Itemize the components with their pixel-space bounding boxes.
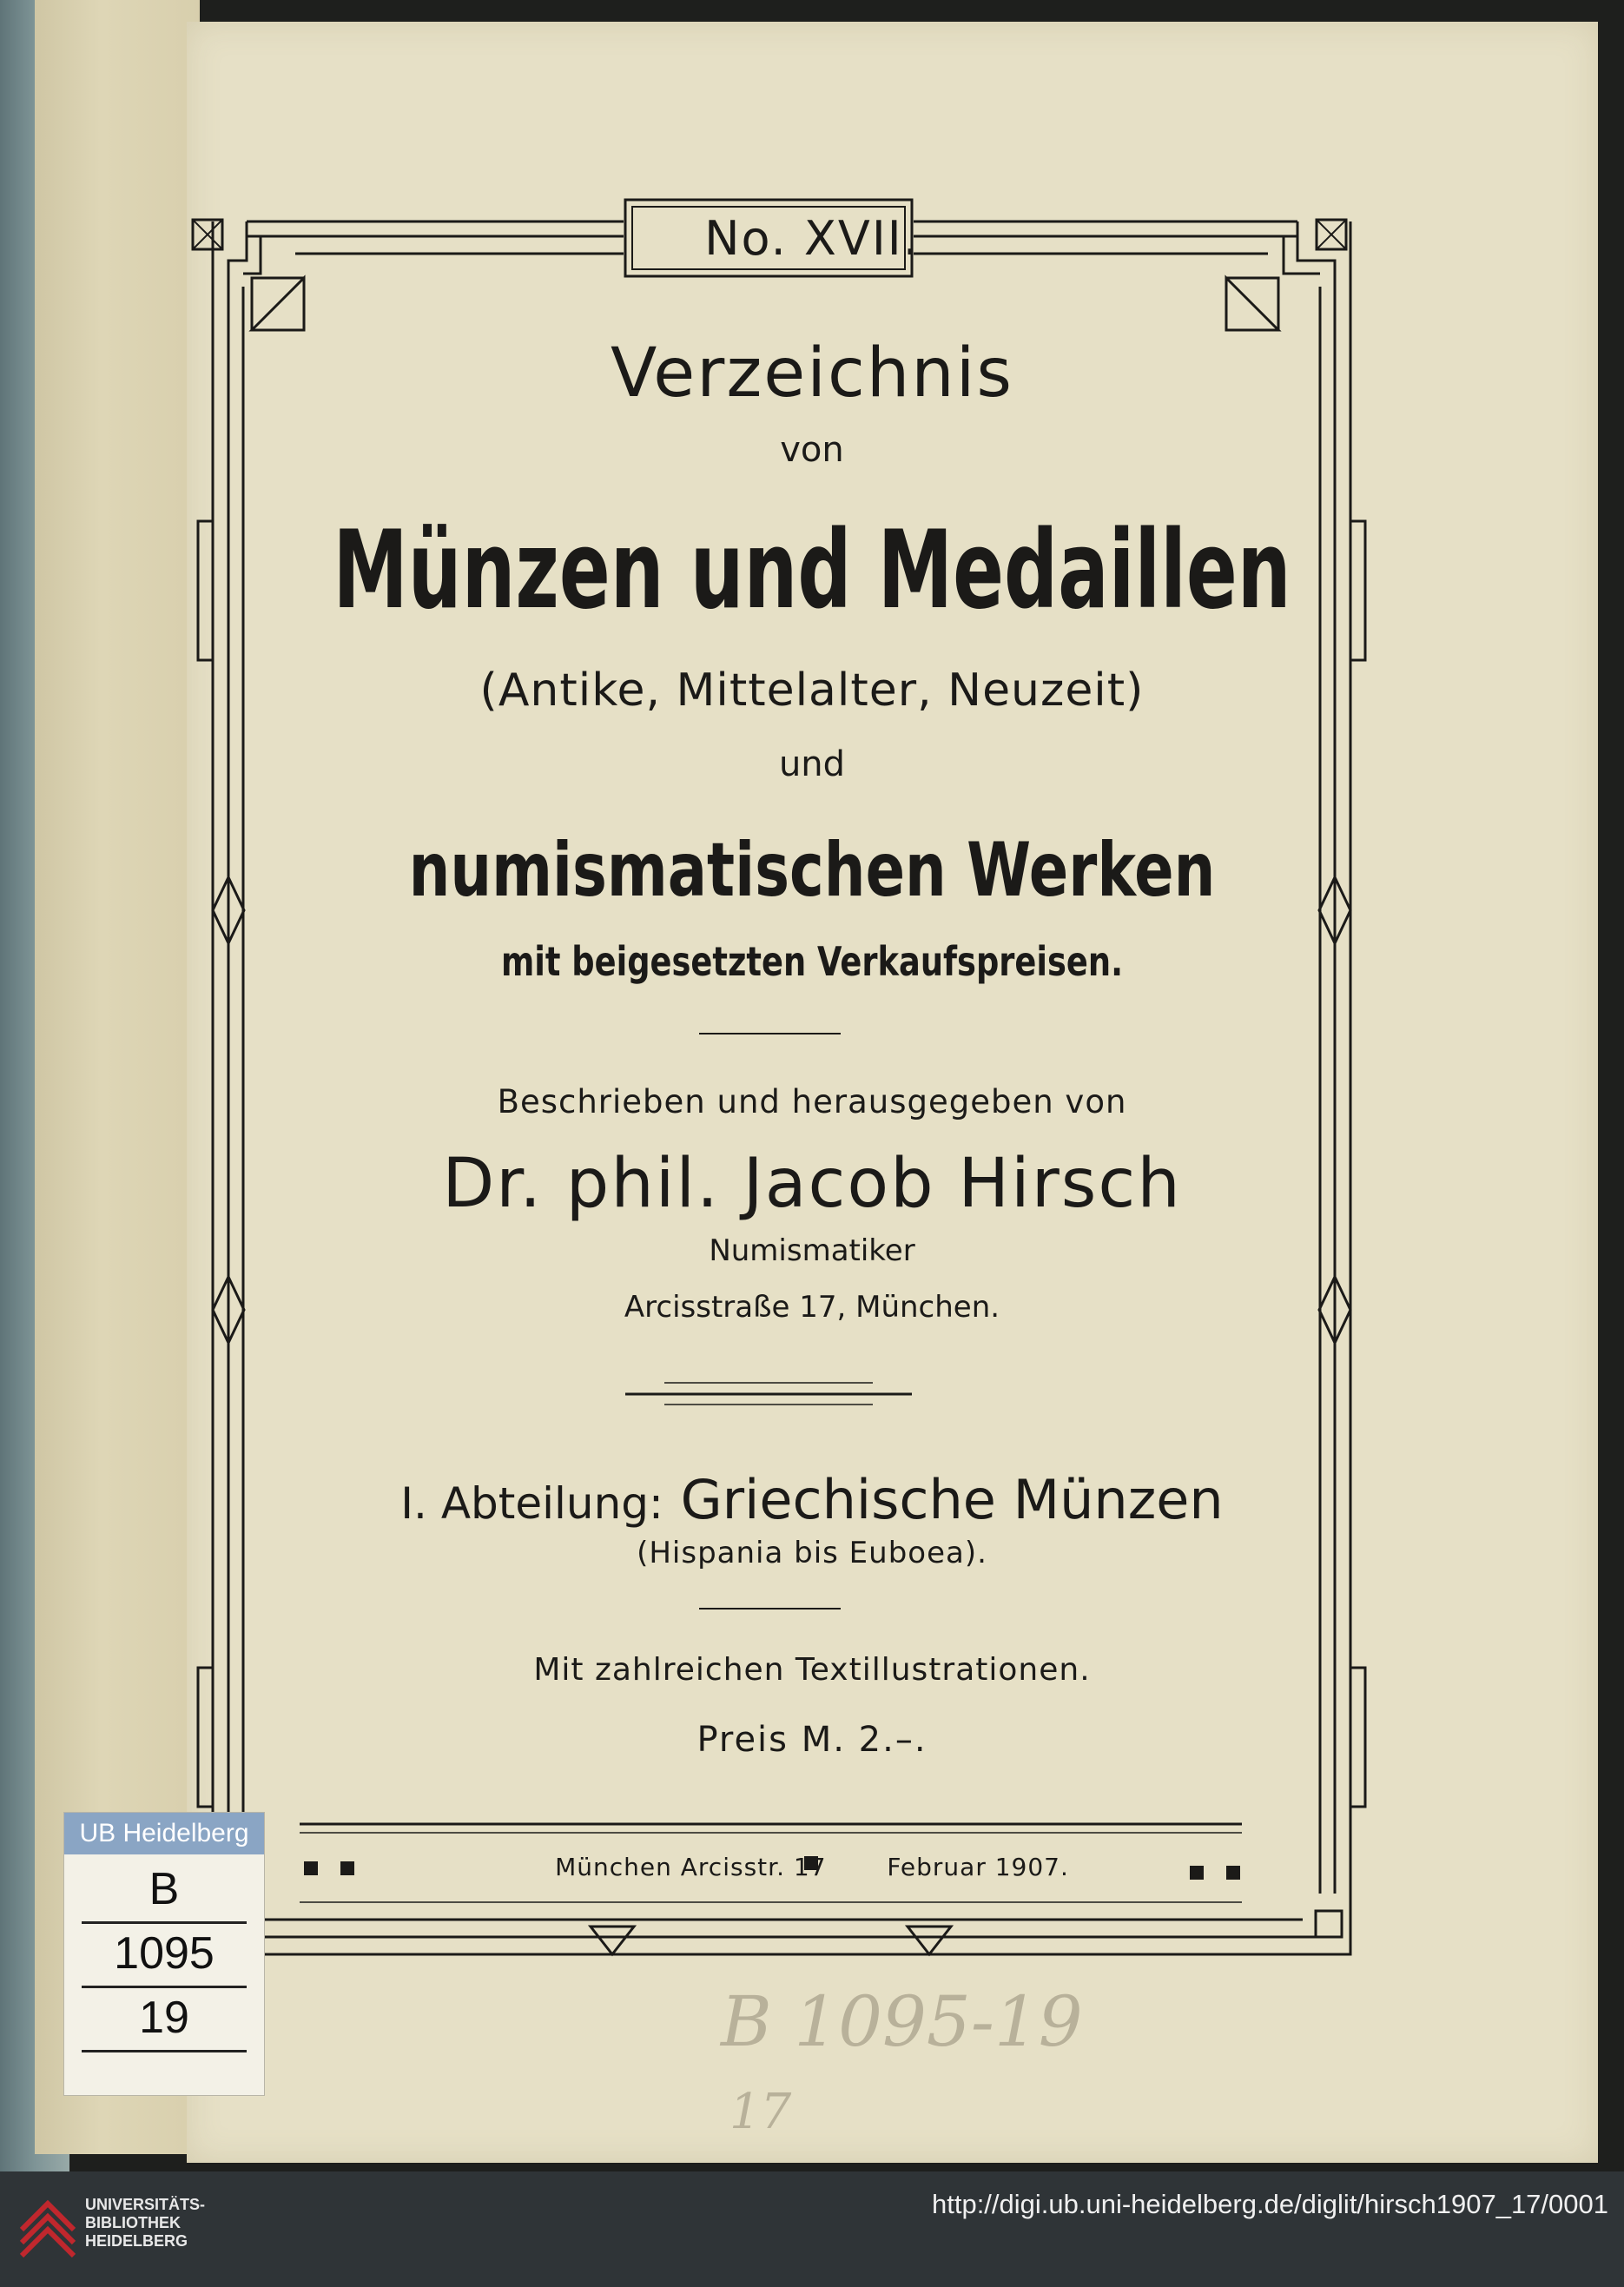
author-address: Arcisstraße 17, München.	[624, 1290, 1000, 1325]
price-label: Preis M. 2.–.	[696, 1720, 928, 1760]
label-line-2: 1095	[114, 1928, 215, 1979]
periods-subtitle: (Antike, Mittelalter, Neuzeit)	[479, 664, 1145, 717]
permalink-url[interactable]: http://digi.ub.uni-heidelberg.de/diglit/hirsch1907_17/0001	[931, 2189, 1608, 2219]
section-heading	[0, 1468, 1624, 1531]
logo-line-1: UNIVERSITÄTS-	[85, 2196, 206, 2213]
viewer-footer	[0, 2171, 1624, 2287]
section-title: Griechische Münzen	[680, 1468, 1224, 1531]
author-profession: Numismatiker	[709, 1233, 915, 1268]
university-library-logo-icon	[13, 2182, 83, 2277]
main-title: Münzen und Medaillen	[333, 508, 1291, 633]
series-number: No. XVII.	[704, 211, 920, 266]
works-title: numismatischen Werken	[408, 827, 1216, 914]
logo-line-2: BIBLIOTHEK	[85, 2214, 181, 2231]
imprint-city: München Arcisstr. 17	[555, 1853, 827, 1881]
label-header: UB Heidelberg	[64, 1813, 264, 1854]
author-name: Dr. phil. Jacob Hirsch	[442, 1145, 1182, 1223]
logo-line-3: HEIDELBERG	[85, 2232, 188, 2250]
section-range: (Hispania bis Euboea).	[637, 1536, 987, 1570]
prices-subtitle: mit beigesetzten Verkaufspreisen.	[500, 938, 1124, 985]
von-label: von	[780, 430, 844, 470]
title-verzeichnis: Verzeichnis	[610, 334, 1014, 413]
pencil-shelfmark: B 1095-19	[721, 1981, 1083, 2062]
pencil-number: 17	[729, 2084, 792, 2140]
footer-logo-text	[85, 2196, 205, 2251]
described-by: Beschrieben und herausgegeben von	[497, 1083, 1127, 1120]
imprint-date: Februar 1907.	[887, 1853, 1069, 1881]
section-label: I. Abteilung:	[400, 1478, 663, 1529]
label-line-3: 19	[139, 1993, 189, 2043]
library-shelf-label	[63, 1812, 265, 2096]
label-line-1: B	[149, 1864, 180, 1914]
illustrations-note: Mit zahlreichen Textillustrationen.	[533, 1652, 1091, 1688]
und-label: und	[778, 744, 846, 784]
